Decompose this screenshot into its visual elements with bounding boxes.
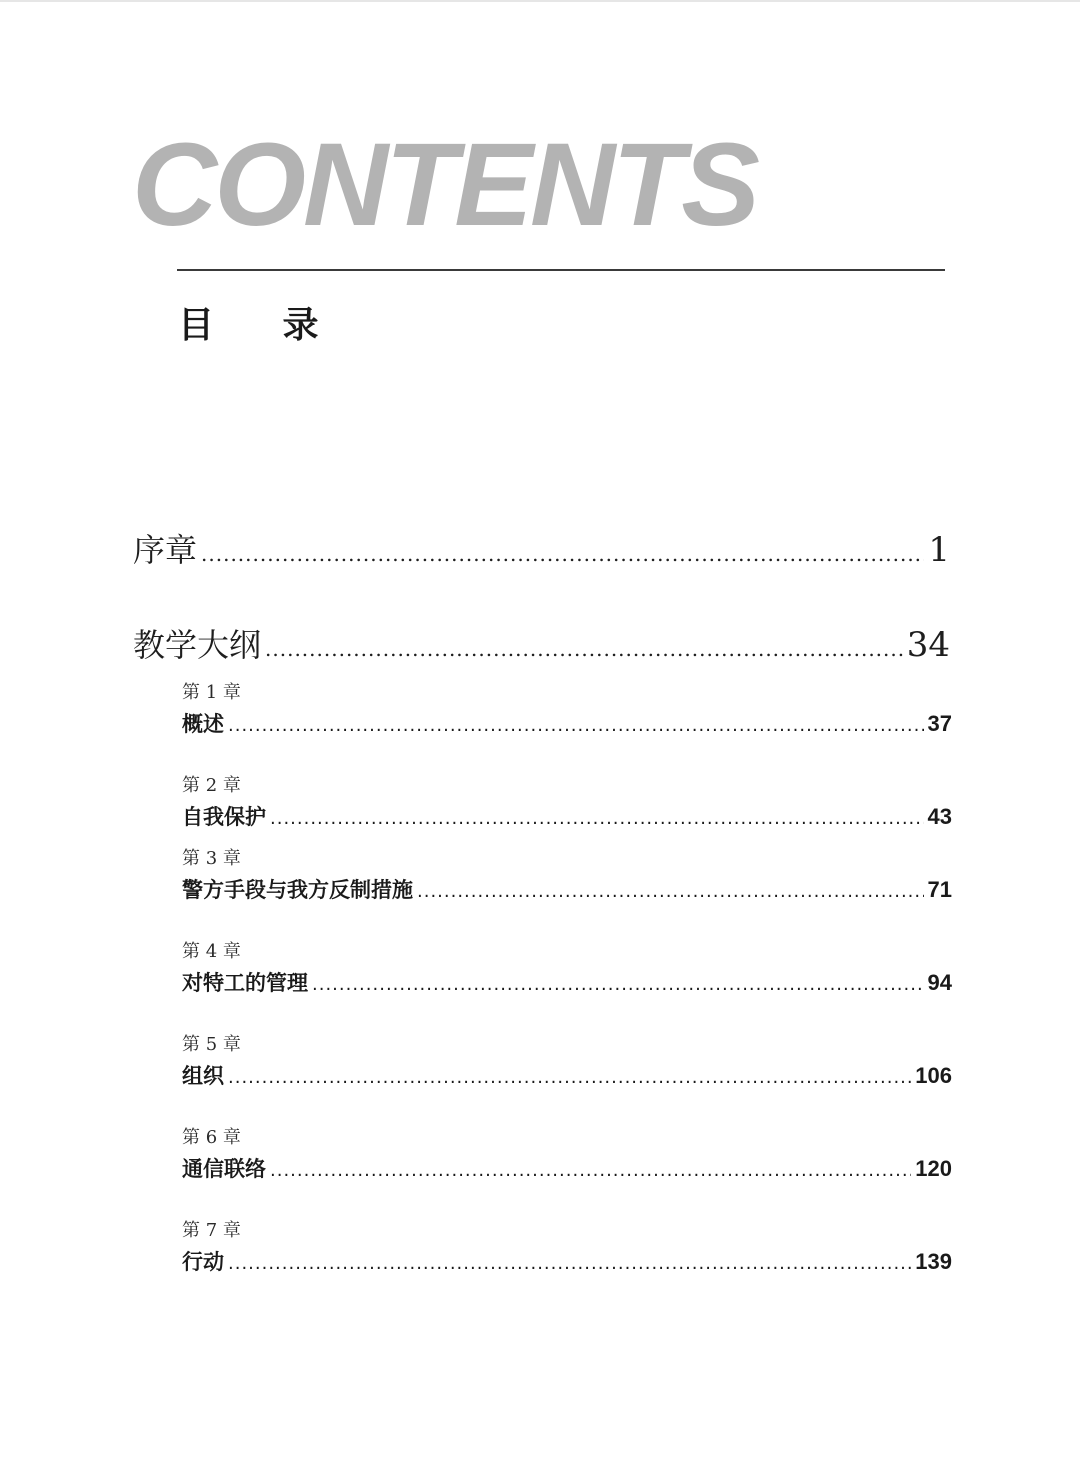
toc-chapter-7[interactable]	[182, 1247, 952, 1279]
chapter-page: 94	[927, 970, 952, 995]
contents-heading: CONTENTS	[132, 119, 757, 251]
chapter-title: 自我保护	[182, 805, 266, 829]
dot-leader	[265, 627, 903, 671]
toc-chapter-5[interactable]	[182, 1061, 952, 1093]
toc-entry-title: 序章	[133, 531, 198, 569]
dot-leader	[270, 1156, 911, 1186]
dot-leader	[228, 1063, 911, 1093]
heading-divider	[177, 269, 945, 271]
chapter-7-label: 第 7 章	[182, 1220, 241, 1241]
chapter-3-label: 第 3 章	[182, 848, 241, 869]
dot-leader	[312, 970, 924, 1000]
mulu-heading: 目 录	[178, 305, 347, 346]
chapter-title: 行动	[182, 1250, 224, 1274]
dot-leader	[228, 1249, 911, 1279]
chapter-title: 通信联络	[182, 1157, 266, 1181]
chapter-title: 警方手段与我方反制措施	[182, 878, 413, 902]
dot-leader	[270, 804, 924, 834]
chapter-1-label: 第 1 章	[182, 682, 241, 703]
chapter-page: 106	[915, 1063, 952, 1088]
toc-chapter-3[interactable]	[182, 875, 952, 907]
chapter-page: 43	[927, 804, 952, 829]
dot-leader	[201, 532, 924, 576]
toc-chapter-2[interactable]	[182, 802, 952, 834]
toc-entry-prologue[interactable]	[133, 528, 950, 576]
chapter-title: 组织	[182, 1064, 224, 1088]
top-border	[0, 0, 1080, 2]
chapter-6-label: 第 6 章	[182, 1127, 241, 1148]
toc-chapter-6[interactable]	[182, 1154, 952, 1186]
dot-leader	[417, 877, 924, 907]
chapter-4-label: 第 4 章	[182, 941, 241, 962]
toc-chapter-4[interactable]	[182, 968, 952, 1000]
chapter-title: 对特工的管理	[182, 971, 308, 995]
toc-chapter-1[interactable]	[182, 709, 952, 741]
chapter-page: 120	[915, 1156, 952, 1181]
toc-entry-page: 1	[928, 530, 950, 570]
toc-entry-syllabus[interactable]	[133, 623, 950, 671]
toc-entry-page: 34	[906, 625, 950, 665]
chapter-2-label: 第 2 章	[182, 775, 241, 796]
toc-entry-title: 教学大纲	[133, 626, 262, 664]
dot-leader	[228, 711, 924, 741]
chapter-title: 概述	[182, 712, 224, 736]
chapter-page: 71	[927, 877, 952, 902]
chapter-page: 139	[915, 1249, 952, 1274]
chapter-5-label: 第 5 章	[182, 1034, 241, 1055]
chapter-page: 37	[927, 711, 952, 736]
